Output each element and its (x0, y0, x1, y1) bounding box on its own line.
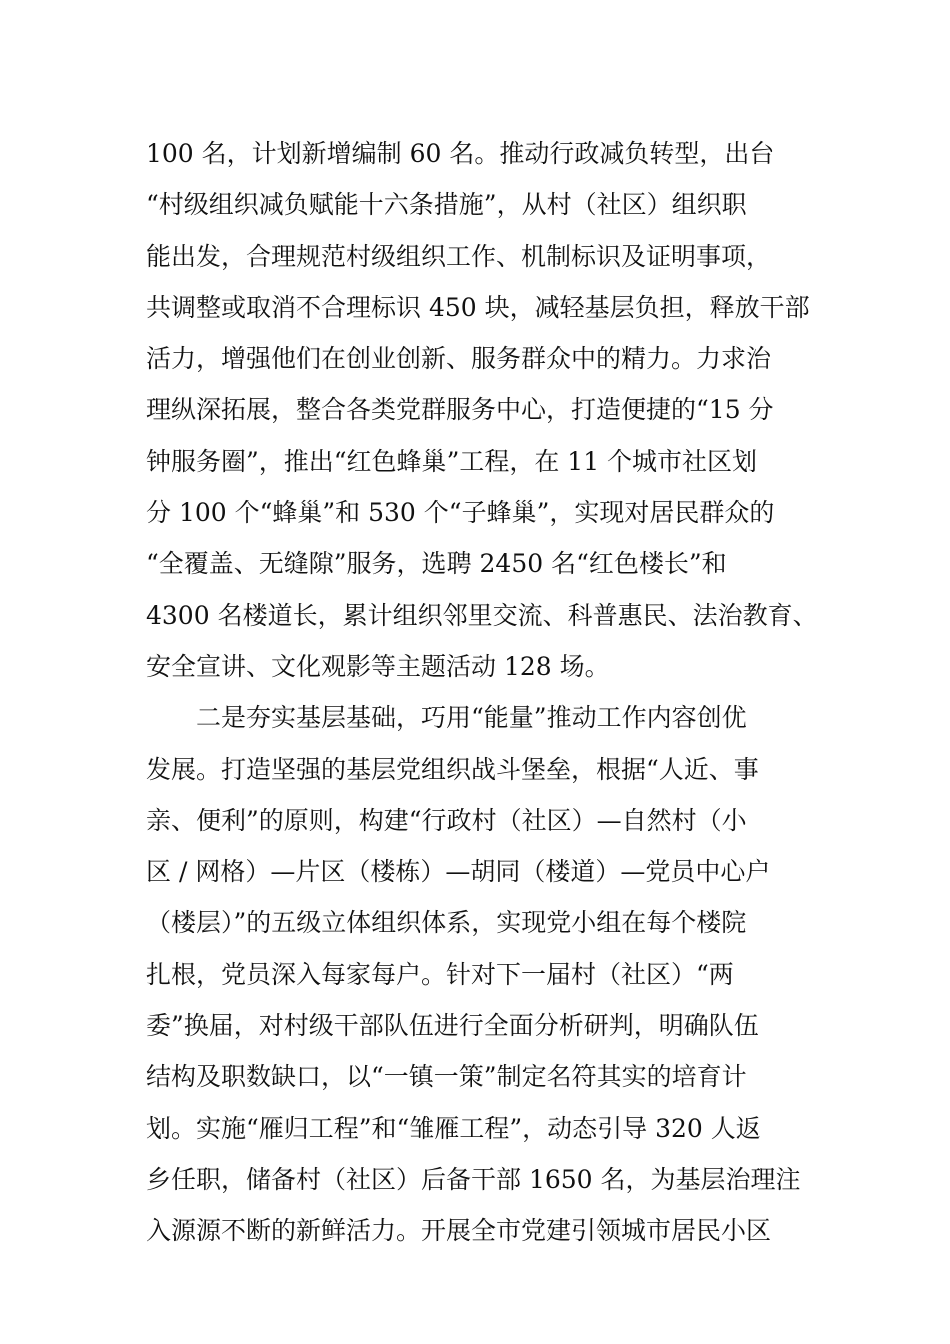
text-line: 结构及职数缺口，以“一镇一策”制定名符其实的培育计 (146, 1062, 747, 1092)
text-line: 理纵深拓展，整合各类党群服务中心，打造便捷的“15 分 (146, 395, 774, 425)
text-line: 扎根，党员深入每家每户。针对下一届村（社区）“两 (146, 959, 734, 989)
text-line: 乡任职，储备村（社区）后备干部 1650 名，为基层治理注 (146, 1164, 801, 1194)
text-line: “全覆盖、无缝隙”服务，选聘 2450 名“红色楼长”和 (146, 549, 727, 579)
text-line: 区 / 网格）—片区（楼栋）—胡同（楼道）—党员中心户 (146, 857, 771, 887)
text-line: （楼层）”的五级立体组织体系，实现党小组在每个楼院 (146, 908, 747, 938)
text-line: 亲、便利”的原则，构建“行政村（社区）—自然村（小 (146, 805, 747, 835)
text-line: “村级组织减负赋能十六条措施”，从村（社区）组织职 (146, 190, 747, 220)
text-line: 4300 名楼道长，累计组织邻里交流、科普惠民、法治教育、 (146, 600, 818, 630)
text-line: 发展。打造坚强的基层党组织战斗堡垒，根据“人近、事 (146, 754, 759, 784)
text-line: 钟服务圈”，推出“红色蜂巢”工程，在 11 个城市社区划 (146, 446, 758, 476)
text-line: 活力，增强他们在创业创新、服务群众中的精力。力求治 (146, 344, 772, 374)
text-line: 安全宣讲、文化观影等主题活动 128 场。 (146, 651, 610, 681)
text-line: 100 名，计划新增编制 60 名。推动行政减负转型，出台 (146, 139, 775, 168)
text-line: 能出发，合理规范村级组织工作、机制标识及证明事项， (146, 241, 772, 271)
text-line: 划。实施“雁归工程”和“雏雁工程”，动态引导 320 人返 (146, 1113, 761, 1143)
text-line: 委”换届，对村级干部队伍进行全面分析研判，明确队伍 (146, 1011, 759, 1041)
body-text (146, 128, 826, 1257)
text-line: 分 100 个“蜂巢”和 530 个“子蜂巢”，实现对居民群众的 (146, 498, 775, 528)
text-line: 共调整或取消不合理标识 450 块，减轻基层负担，释放干部 (146, 292, 810, 322)
paragraph-start-line: 二是夯实基层基础，巧用“能量”推动工作内容创优 (196, 703, 747, 733)
text-line: 入源源不断的新鲜活力。开展全市党建引领城市居民小区 (146, 1216, 772, 1246)
